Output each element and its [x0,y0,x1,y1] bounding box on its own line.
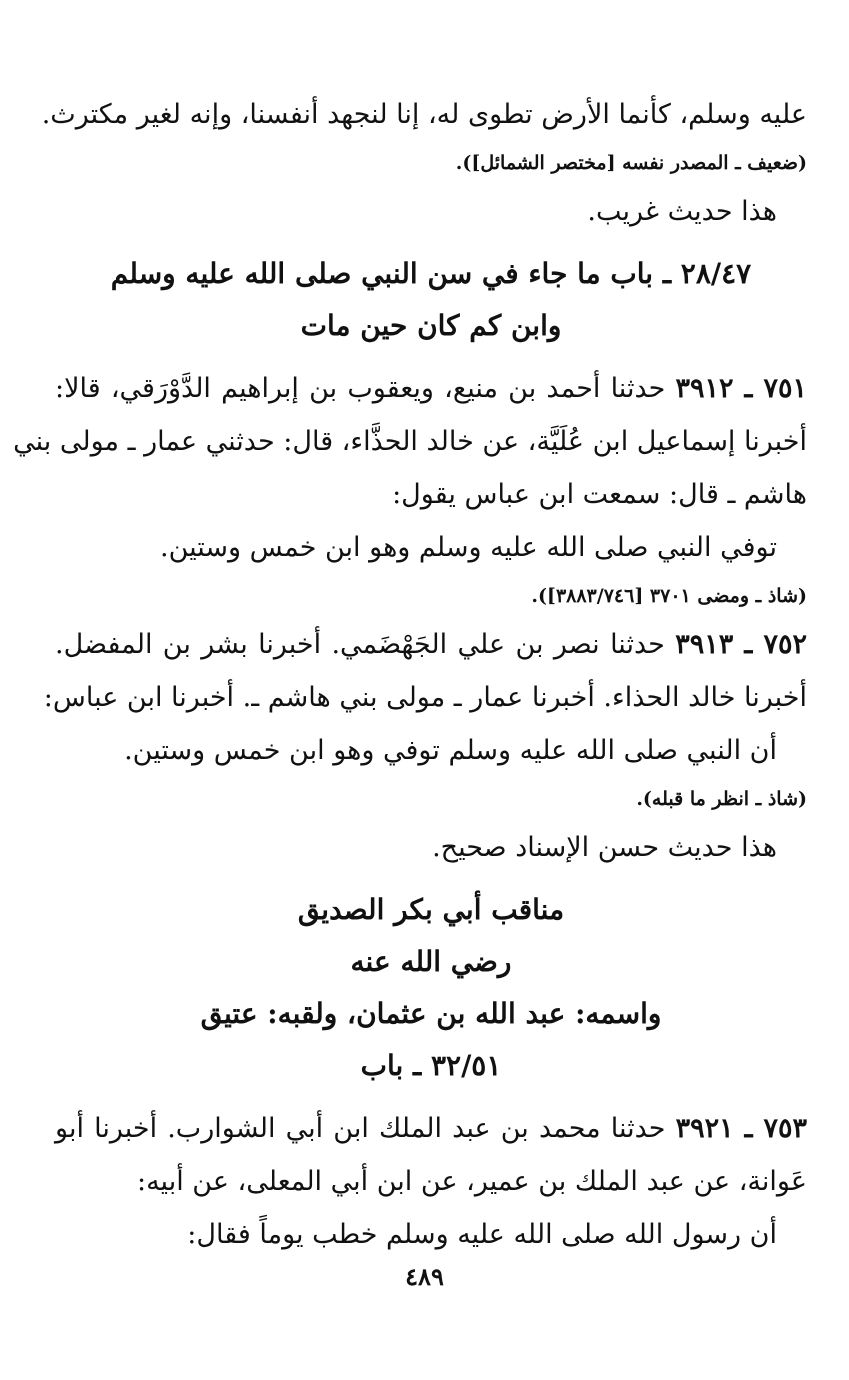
chapter-heading: ٣٢/٥١ ـ باب [360,1049,502,1082]
section-subheading: واسمه: عبد الله بن عثمان، ولقبه: عتيق [200,997,662,1030]
grading-note: (شاذ ـ انظر ما قبله). [636,788,807,810]
text-line: عَوانة، عن عبد الملك بن عمير، عن ابن أبي المعلى، عن أبيه: [136,1166,807,1197]
hadith-number: ٧٥٢ ـ ٣٩١٣ [675,629,807,660]
section-subheading: رضي الله عنه [350,945,512,978]
text-line: هذا حديث غريب. [587,196,777,227]
chapter-heading: ٢٨/٤٧ ـ باب ما جاء في سن النبي صلى الله عليه وسلم [110,257,752,290]
hadith-text: حدثنا نصر بن علي الجَهْضَمي. أخبرنا بشر بن المفضل. [55,629,676,660]
section-heading: مناقب أبي بكر الصديق [297,893,565,926]
grading-note: (شاذ ـ ومضى ٣٧٠١ [٣٨٨٣/٧٤٦]). [531,585,807,607]
grading-note: (ضعيف ـ المصدر نفسه [مختصر الشمائل]). [455,152,807,174]
hadith-text: حدثنا محمد بن عبد الملك ابن أبي الشوارب. أخبرنا أبو [55,1113,676,1144]
hadith-text: حدثنا أحمد بن منيع، ويعقوب بن إبراهيم الدَّوْرَقي، قالا: [55,373,676,404]
text-line: أخبرنا خالد الحذاء. أخبرنا عمار ـ مولى بني هاشم ـ. أخبرنا ابن عباس: [43,682,807,713]
hadith-matn: أن رسول الله صلى الله عليه وسلم خطب يوماً فقال: [187,1219,777,1250]
hadith-matn: توفي النبي صلى الله عليه وسلم وهو ابن خمس وستين. [159,532,777,563]
hadith-number: ٧٥٣ ـ ٣٩٢١ [675,1113,807,1144]
hadith-752-first-line [55,618,807,671]
hadith-matn: أن النبي صلى الله عليه وسلم توفي وهو ابن خمس وستين. [124,735,777,766]
text-line: هاشم ـ قال: سمعت ابن عباس يقول: [392,479,807,510]
text-line: هذا حديث حسن الإسناد صحيح. [432,832,777,863]
hadith-number: ٧٥١ ـ ٣٩١٢ [675,373,807,404]
text-line: أخبرنا إسماعيل ابن عُلَيَّة، عن خالد الحذَّاء، قال: حدثني عمار ـ مولى بني [13,426,807,457]
book-page [13,88,807,1261]
hadith-751-first-line [55,362,807,415]
text-line: عليه وسلم، كأنما الأرض تطوى له، إنا لنجهد أنفسنا، وإنه لغير مكترث. [41,99,807,130]
hadith-753-first-line [55,1102,807,1155]
page-number: ٤٨٩ [405,1262,444,1291]
chapter-heading-line-2: وابن كم كان حين مات [300,309,562,342]
